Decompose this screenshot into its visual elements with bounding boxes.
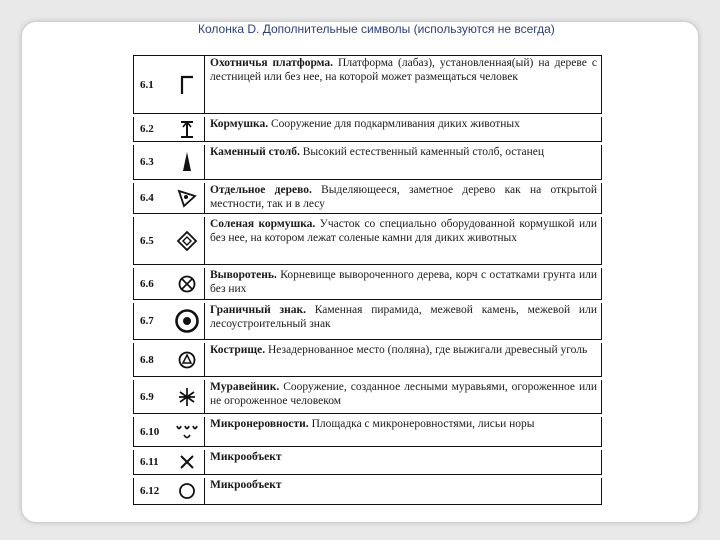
row-text: Площадка с микронеровностями, лисьи норы [308,418,535,430]
row-text: Высокий естественный каменный столб, останец [299,146,545,158]
row-code: 6.7 [140,315,154,327]
table-row-6-12 [133,478,602,505]
row-code: 6.10 [140,425,160,438]
table-row-6-7 [133,303,602,340]
single-tree-icon [170,183,205,213]
row-term: Граничный знак. [210,304,306,316]
table-row-6-1 [133,56,602,114]
fireplace-icon [170,343,205,376]
table-row-6-9 [133,380,602,414]
row-term: Микрообъект [210,451,282,463]
row-term: Охотничья платформа. [210,57,334,69]
table-row-6-4 [133,183,602,214]
row-term: Микронеровности. [210,418,309,430]
feeder-icon [170,117,205,141]
column-heading: Колонка D. Дополнительные символы (используются не всегда) [198,22,555,36]
row-term: Кострище. [210,344,266,356]
row-text: Каменная пирамида, межевой камень, межевой или лесоустроительный знак [210,304,597,330]
row-term: Каменный столб. [210,146,300,158]
symbols-table [133,55,602,508]
table-row-6-2 [133,117,602,142]
table-row-6-8 [133,343,602,377]
row-code: 6.3 [140,156,154,168]
table-row-6-5 [133,217,602,265]
stone-pillar-icon [170,145,205,179]
hunting-platform-icon [170,56,205,113]
row-code: 6.8 [140,353,154,366]
row-code: 6.5 [140,234,154,247]
table-row-6-11 [133,450,602,475]
row-code: 6.4 [140,192,154,204]
micro-relief-icon [170,417,205,446]
row-code: 6.6 [140,277,154,290]
salt-lick-icon [170,217,205,264]
row-text: Сооружение, созданное лесными муравьями, огороженное или не огороженное человеком [210,381,597,407]
row-code: 6.2 [140,123,154,135]
table-row-6-3 [133,145,602,180]
table-row-6-6 [133,268,602,300]
uprooted-tree-icon [170,268,205,299]
row-text: Платформа (лабаз), установленная(ый) на дереве с лестницей или без нее, на которой может размещаться человек [210,57,597,83]
row-text: Сооружение для подкармливания диких животных [268,118,520,130]
row-term: Кормушка. [210,118,269,130]
table-row-6-10 [133,417,602,447]
row-term: Муравейник. [210,381,280,393]
row-code: 6.11 [140,456,159,468]
row-code: 6.1 [140,78,154,91]
row-text: Участок со специально оборудованной кормушкой или без нее, на котором лежат соленые камни для диких животных [210,218,597,244]
row-term: Отдельное дерево. [210,184,312,196]
row-code: 6.12 [140,485,160,497]
row-text: Незадернованное место (поляна), где выжигали древесный уголь [265,344,588,356]
boundary-stone-icon [170,303,205,339]
row-code: 6.9 [140,390,154,403]
row-text: Корневище вывороченного дерева, корч с остатками грунта или без них [210,269,597,295]
row-term: Выворотень. [210,269,277,281]
circle-icon [170,478,205,504]
row-term: Микрообъект [210,479,282,491]
row-term: Соленая кормушка. [210,218,316,230]
cross-icon [170,450,205,474]
anthill-icon [170,380,205,413]
row-text: Выделяющееся, заметное дерево как на открытой местности, так и в лесу [210,184,597,210]
